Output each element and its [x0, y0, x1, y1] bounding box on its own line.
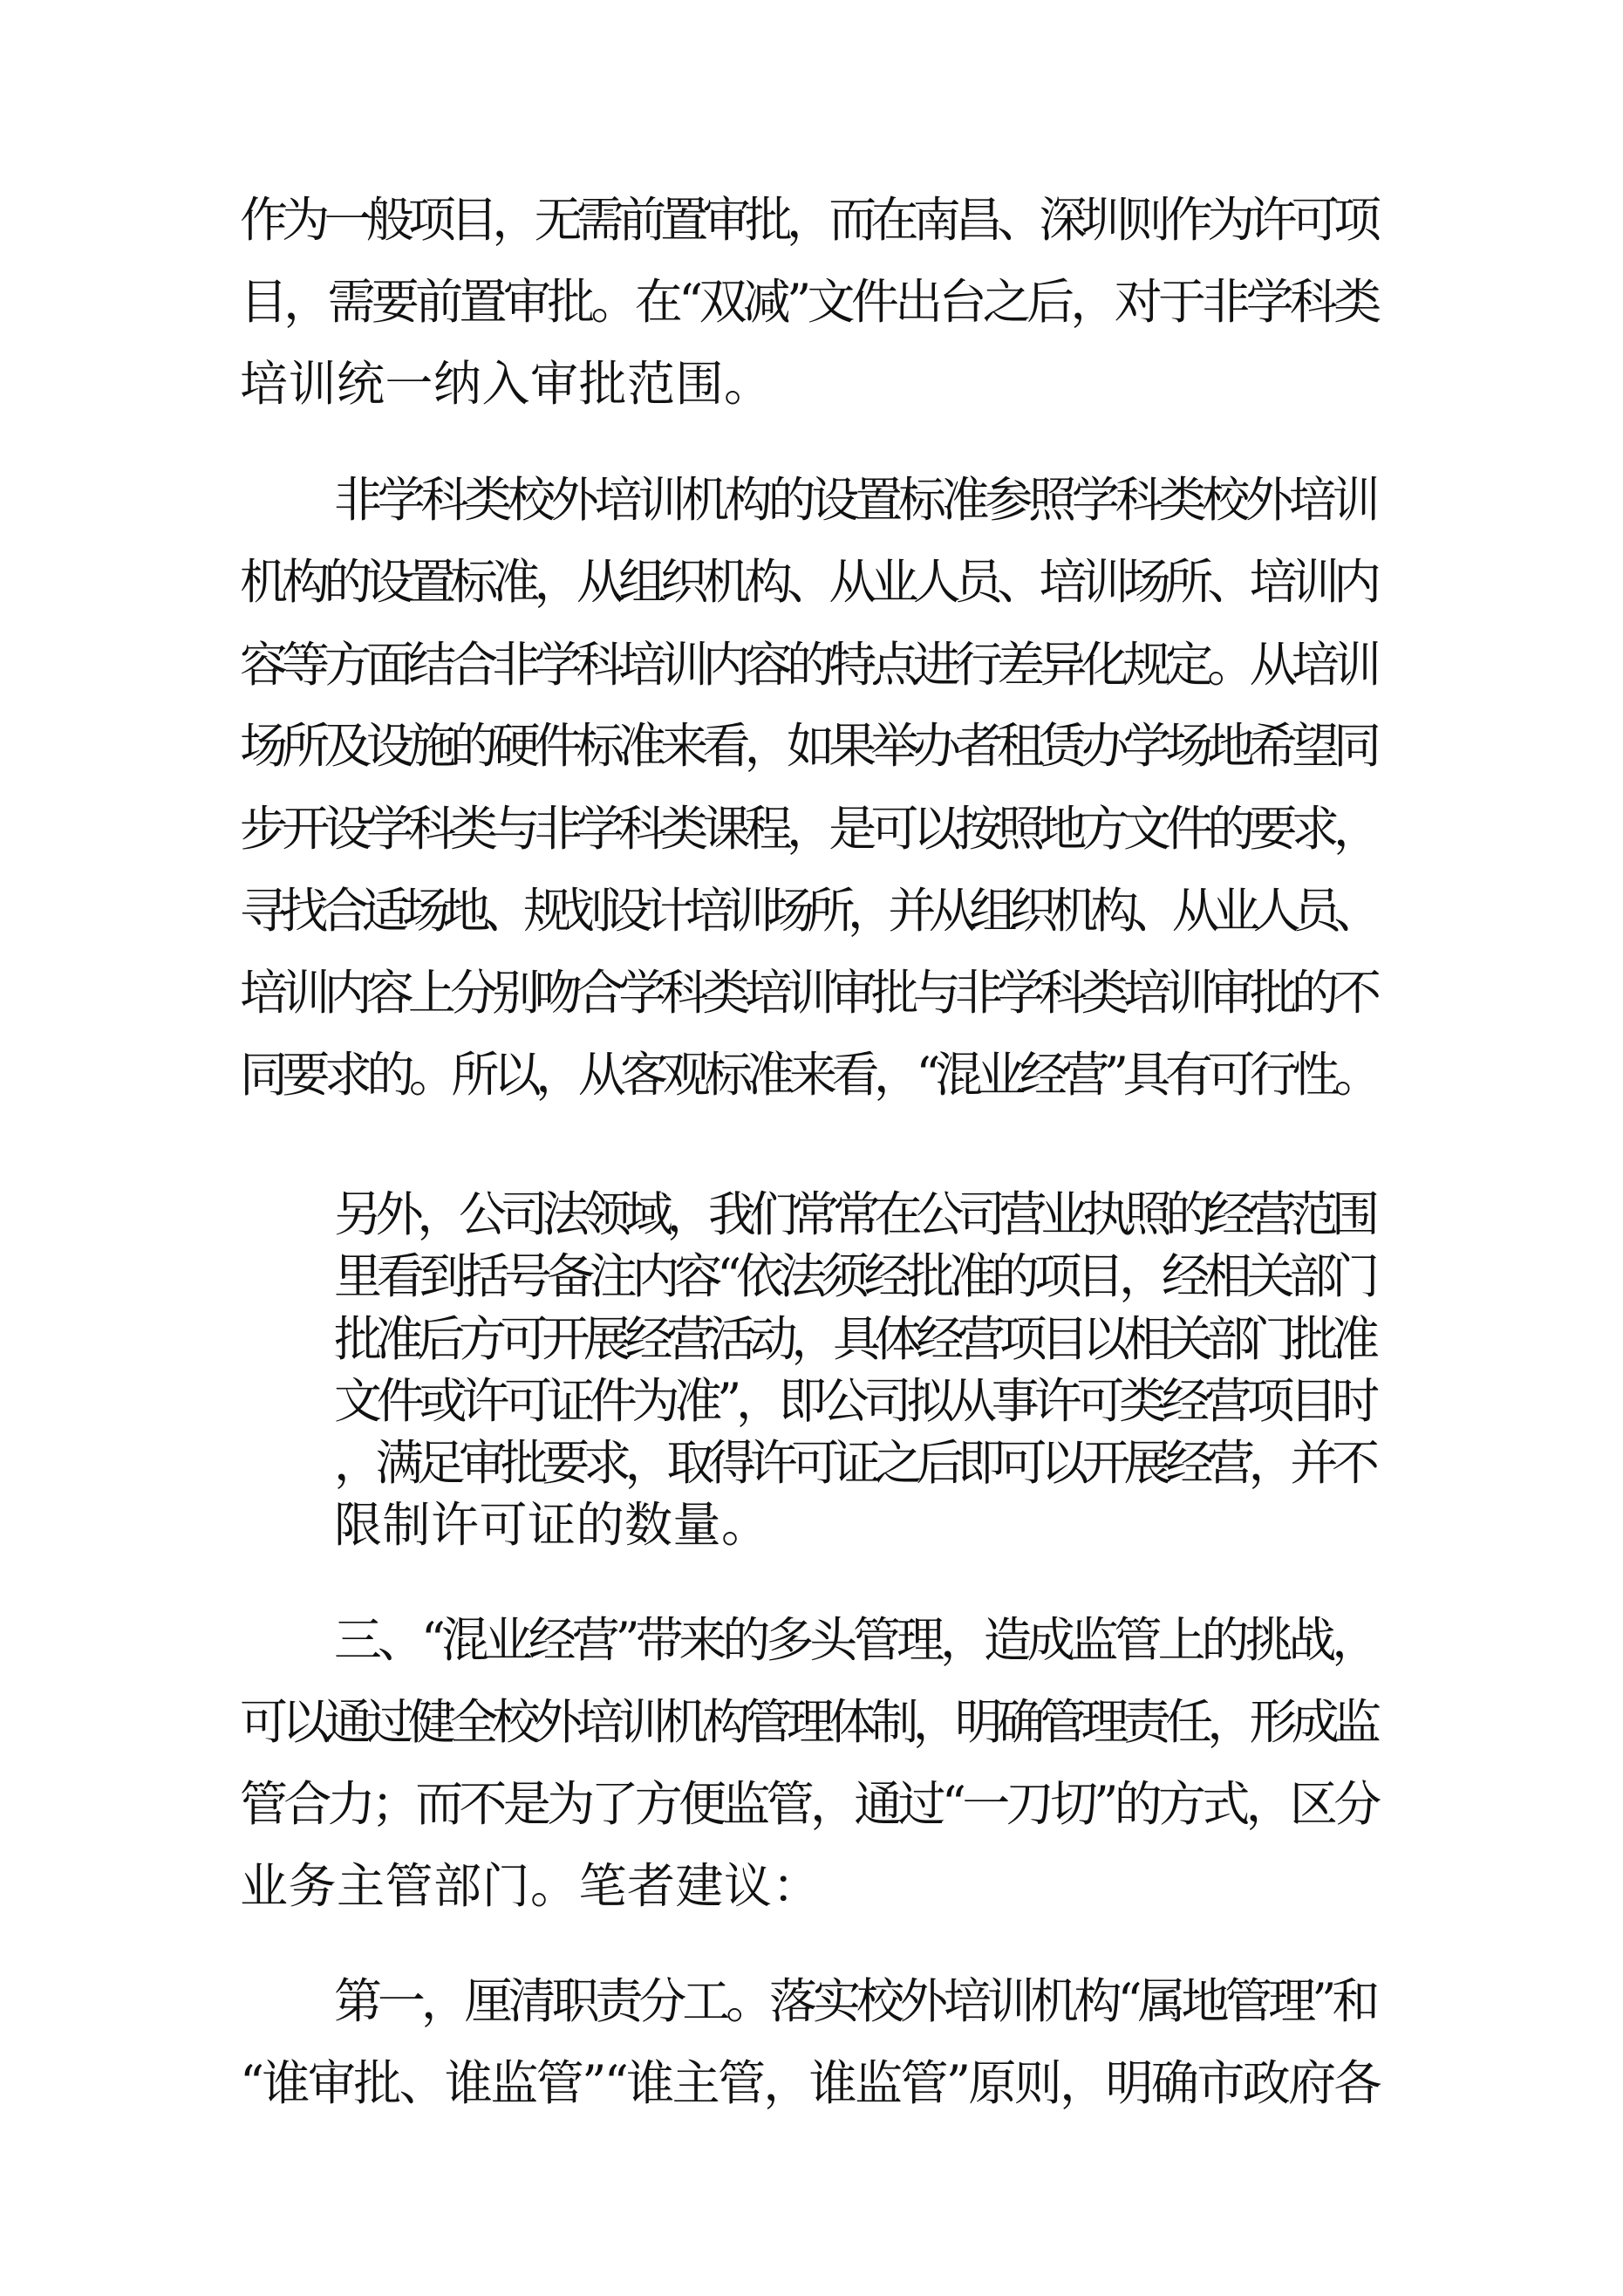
paragraph-2-line-1: 非学科类校外培训机构的设置标准参照学科类校外培训 [334, 472, 1376, 528]
paragraph-2-line-4: 场所及设施的硬件标准来看，如果举办者租赁办学场地希望同 [240, 718, 1376, 774]
paragraph-3-line-4: 文件或许可证件为准”，即公司拟从事许可类经营项目时 [334, 1375, 1374, 1427]
paragraph-4-line-3: 管合力；而不是为了方便监管，通过“一刀切”的方式，区分 [240, 1776, 1378, 1832]
paragraph-4-line-2: 可以通过健全校外培训机构管理体制，明确管理责任，形成监 [240, 1694, 1376, 1750]
paragraph-4-line-4: 业务主管部门。笔者建议： [240, 1858, 822, 1914]
paragraph-1-line-2: 目，需要前置审批。在“双减”文件出台之后，对于非学科类 [240, 274, 1378, 330]
paragraph-2-line-5: 步开设学科类与非学科类课程，是可以按照地方文件的要求， [240, 801, 1376, 857]
paragraph-3-line-1: 另外，公司法领域，我们常常在公司营业执照的经营范围 [334, 1188, 1374, 1240]
paragraph-3-line-6: 限制许可证的数量。 [334, 1499, 770, 1551]
paragraph-1-line-3: 培训统一纳入审批范围。 [240, 356, 773, 412]
paragraph-2-line-6: 寻找合适场地、规划设计培训场所，并从组织机构、从业人员、 [240, 883, 1374, 939]
paragraph-1-line-1: 作为一般项目，无需前置审批，而在南昌、深圳则作为许可项 [240, 192, 1376, 248]
paragraph-2-line-7: 培训内容上分别吻合学科类培训审批与非学科类培训审批的不 [240, 965, 1376, 1021]
paragraph-3-line-5: ，满足审批要求，取得许可证之后即可以开展经营，并不 [334, 1437, 1374, 1489]
paragraph-4-line-1: 三、“混业经营”带来的多头管理，造成监管上的挑战， [334, 1612, 1376, 1668]
paragraph-2-line-8: 同要求的。所以，从客观标准来看，“混业经营”具有可行性。 [240, 1047, 1377, 1103]
paragraph-2-line-2: 机构的设置标准，从组织机构、从业人员、培训场所、培训内 [240, 554, 1376, 610]
paragraph-5-line-1: 第一，厘清职责分工。落实校外培训机构“属地管理”和 [334, 1973, 1376, 2029]
paragraph-5-line-2: “谁审批、谁监管”“谁主管，谁监管”原则，明确市政府各 [240, 2055, 1380, 2111]
paragraph-3-line-2: 里看到括号备注内容“依法须经批准的项目，经相关部门 [334, 1250, 1374, 1302]
paragraph-2-line-3: 容等方面结合非学科培训内容的特点进行差异化规定。从培训 [240, 637, 1376, 693]
paragraph-3-line-3: 批准后方可开展经营活动，具体经营项目以相关部门批准 [334, 1313, 1374, 1365]
